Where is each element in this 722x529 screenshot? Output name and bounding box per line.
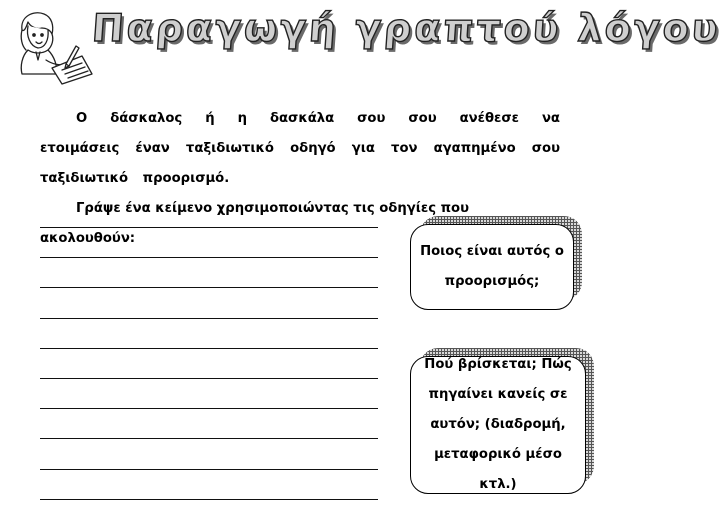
- writing-line[interactable]: [40, 347, 378, 349]
- writing-line[interactable]: [40, 468, 378, 470]
- writing-line[interactable]: [40, 498, 378, 500]
- instruction-paragraph: Ο δάσκαλος ή η δασκάλα σου σου ανέθεσε να ετοιμάσεις έναν ταξιδιωτικό οδηγό για τον αγαπημένο σου ταξιδιωτικό προορισμό.: [40, 111, 560, 186]
- writing-line[interactable]: [40, 407, 378, 409]
- writing-line[interactable]: [40, 226, 378, 228]
- girl-writing-icon: [12, 8, 94, 84]
- prompt-card: [410, 356, 586, 494]
- writing-line[interactable]: [40, 286, 378, 288]
- writing-line[interactable]: [40, 317, 378, 319]
- prompt-text: Πού βρίσκεται; Πώς πηγαίνει κανείς σε αυτόν; (διαδρομή, μεταφορικό μέσο κτλ.): [410, 356, 586, 494]
- prompt-card: [410, 224, 574, 310]
- page-title: Παραγωγή γραπτού λόγου: [90, 6, 722, 50]
- instruction-paragraph: Γράψε ένα κείμενο χρησιμοποιώντας τις οδηγίες που ακολουθούν:: [40, 201, 470, 246]
- worksheet-header: [0, 0, 722, 90]
- writing-area: [40, 226, 378, 528]
- prompt-text: Ποιος είναι αυτός ο προορισμός;: [410, 224, 574, 310]
- writing-line[interactable]: [40, 437, 378, 439]
- writing-line[interactable]: [40, 377, 378, 379]
- writing-line[interactable]: [40, 256, 378, 258]
